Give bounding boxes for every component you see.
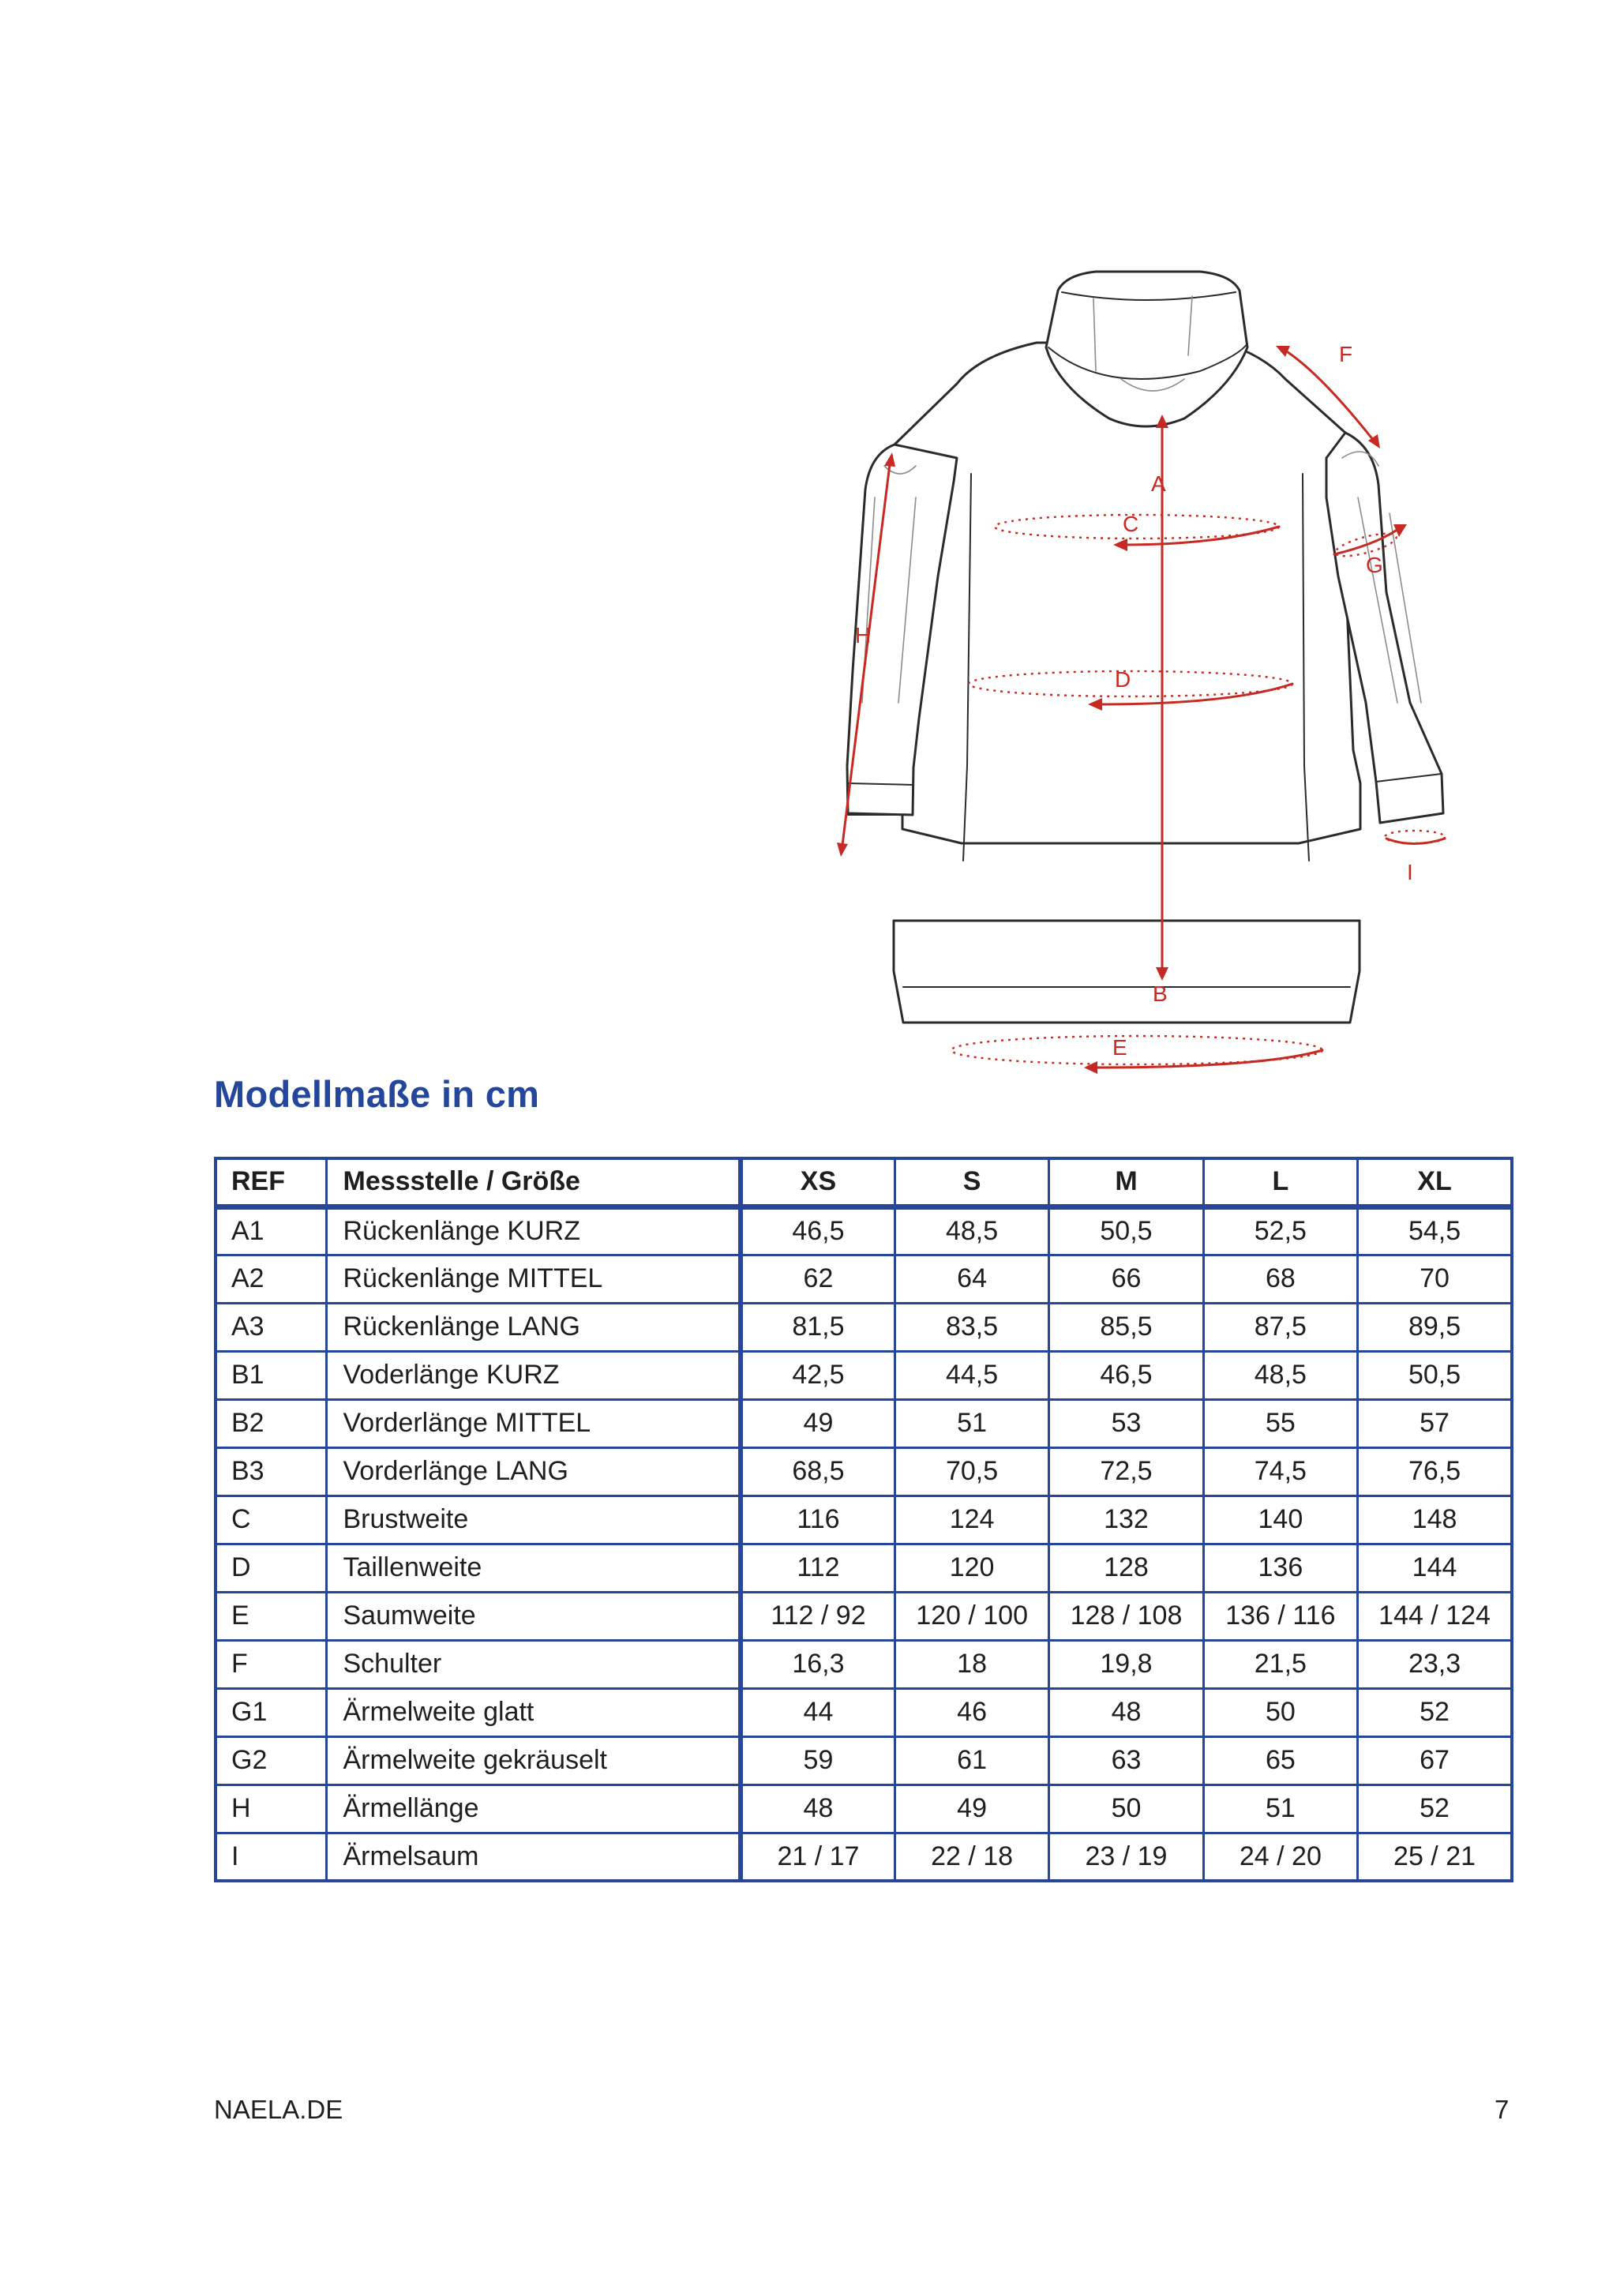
cell-size-xl: 50,5 bbox=[1358, 1351, 1512, 1399]
cell-size-m: 50 bbox=[1049, 1784, 1203, 1833]
garment-diagram bbox=[821, 261, 1468, 1074]
cell-measure-point: Ärmelweite glatt bbox=[326, 1688, 741, 1736]
cell-size-s: 120 bbox=[895, 1544, 1048, 1592]
cell-size-s: 48,5 bbox=[895, 1207, 1048, 1255]
cell-size-xs: 116 bbox=[741, 1496, 895, 1544]
cell-size-s: 83,5 bbox=[895, 1303, 1048, 1351]
header-size-m: M bbox=[1049, 1158, 1203, 1207]
cell-ref: E bbox=[216, 1592, 326, 1640]
cell-measure-point: Ärmelweite gekräuselt bbox=[326, 1736, 741, 1784]
cell-measure-point: Ärmelsaum bbox=[326, 1833, 741, 1881]
cell-size-s: 120 / 100 bbox=[895, 1592, 1048, 1640]
cell-size-l: 52,5 bbox=[1203, 1207, 1357, 1255]
table-row bbox=[216, 1544, 1512, 1592]
cell-size-m: 53 bbox=[1049, 1399, 1203, 1447]
cell-ref: D bbox=[216, 1544, 326, 1592]
table-body bbox=[216, 1207, 1512, 1881]
cell-size-l: 55 bbox=[1203, 1399, 1357, 1447]
cell-size-m: 128 bbox=[1049, 1544, 1203, 1592]
cell-measure-point: Rückenlänge MITTEL bbox=[326, 1255, 741, 1303]
measure-e-label: E bbox=[1112, 1035, 1127, 1060]
cell-size-s: 46 bbox=[895, 1688, 1048, 1736]
measure-i-line bbox=[1386, 839, 1445, 844]
cell-size-xs: 48 bbox=[741, 1784, 895, 1833]
cell-size-m: 46,5 bbox=[1049, 1351, 1203, 1399]
cell-size-s: 44,5 bbox=[895, 1351, 1048, 1399]
measure-a-label: A bbox=[1151, 471, 1166, 496]
cell-size-l: 21,5 bbox=[1203, 1640, 1357, 1688]
table-row bbox=[216, 1784, 1512, 1833]
cell-ref: I bbox=[216, 1833, 326, 1881]
cell-measure-point: Brustweite bbox=[326, 1496, 741, 1544]
measure-c-label: C bbox=[1123, 512, 1139, 536]
cell-size-xs: 21 / 17 bbox=[741, 1833, 895, 1881]
cell-size-m: 132 bbox=[1049, 1496, 1203, 1544]
cell-ref: A2 bbox=[216, 1255, 326, 1303]
cell-size-xl: 54,5 bbox=[1358, 1207, 1512, 1255]
page-title: Modellmaße in cm bbox=[214, 1073, 540, 1115]
cell-size-xs: 49 bbox=[741, 1399, 895, 1447]
cell-size-xs: 44 bbox=[741, 1688, 895, 1736]
table-row bbox=[216, 1592, 1512, 1640]
header-size-xl: XL bbox=[1358, 1158, 1512, 1207]
table-row bbox=[216, 1833, 1512, 1881]
cell-size-s: 49 bbox=[895, 1784, 1048, 1833]
cell-size-xs: 16,3 bbox=[741, 1640, 895, 1688]
header-size-s: S bbox=[895, 1158, 1048, 1207]
cell-size-s: 64 bbox=[895, 1255, 1048, 1303]
cell-size-l: 74,5 bbox=[1203, 1447, 1357, 1496]
cell-size-m: 23 / 19 bbox=[1049, 1833, 1203, 1881]
cell-ref: G2 bbox=[216, 1736, 326, 1784]
footer-website: NAELA.DE bbox=[214, 2095, 343, 2124]
cell-size-xl: 144 bbox=[1358, 1544, 1512, 1592]
cell-measure-point: Vorderlänge MITTEL bbox=[326, 1399, 741, 1447]
cell-size-l: 65 bbox=[1203, 1736, 1357, 1784]
cell-ref: C bbox=[216, 1496, 326, 1544]
cell-size-xl: 148 bbox=[1358, 1496, 1512, 1544]
header-size-xs: XS bbox=[741, 1158, 895, 1207]
table-header-row bbox=[216, 1158, 1512, 1207]
table-row bbox=[216, 1688, 1512, 1736]
cell-ref: B1 bbox=[216, 1351, 326, 1399]
cell-ref: B2 bbox=[216, 1399, 326, 1447]
cell-ref: B3 bbox=[216, 1447, 326, 1496]
measure-d-label: D bbox=[1115, 667, 1131, 692]
table-row bbox=[216, 1447, 1512, 1496]
cell-measure-point: Schulter bbox=[326, 1640, 741, 1688]
cell-size-l: 24 / 20 bbox=[1203, 1833, 1357, 1881]
cell-size-l: 51 bbox=[1203, 1784, 1357, 1833]
cell-size-xs: 62 bbox=[741, 1255, 895, 1303]
cell-size-xl: 57 bbox=[1358, 1399, 1512, 1447]
cell-size-xs: 112 bbox=[741, 1544, 895, 1592]
cell-size-xl: 23,3 bbox=[1358, 1640, 1512, 1688]
cell-size-l: 140 bbox=[1203, 1496, 1357, 1544]
cell-size-s: 51 bbox=[895, 1399, 1048, 1447]
measure-f-label: F bbox=[1339, 342, 1353, 366]
measure-h-label: H bbox=[855, 623, 872, 647]
header-size-l: L bbox=[1203, 1158, 1357, 1207]
cell-size-xl: 25 / 21 bbox=[1358, 1833, 1512, 1881]
cell-measure-point: Rückenlänge LANG bbox=[326, 1303, 741, 1351]
cell-size-m: 128 / 108 bbox=[1049, 1592, 1203, 1640]
measure-h-head-bottom bbox=[837, 843, 848, 857]
cell-size-xl: 89,5 bbox=[1358, 1303, 1512, 1351]
cell-size-xl: 76,5 bbox=[1358, 1447, 1512, 1496]
cell-size-m: 19,8 bbox=[1049, 1640, 1203, 1688]
cell-size-s: 70,5 bbox=[895, 1447, 1048, 1496]
measure-e-head bbox=[1084, 1061, 1097, 1074]
cell-size-s: 22 / 18 bbox=[895, 1833, 1048, 1881]
table-row bbox=[216, 1736, 1512, 1784]
table-row bbox=[216, 1399, 1512, 1447]
measure-b-label: B bbox=[1153, 981, 1168, 1006]
table-row bbox=[216, 1303, 1512, 1351]
cell-size-s: 124 bbox=[895, 1496, 1048, 1544]
cell-size-m: 85,5 bbox=[1049, 1303, 1203, 1351]
table-row bbox=[216, 1351, 1512, 1399]
cell-size-m: 63 bbox=[1049, 1736, 1203, 1784]
table-row bbox=[216, 1255, 1512, 1303]
cell-size-l: 136 bbox=[1203, 1544, 1357, 1592]
cell-size-xs: 68,5 bbox=[741, 1447, 895, 1496]
cell-ref: A3 bbox=[216, 1303, 326, 1351]
cell-size-s: 18 bbox=[895, 1640, 1048, 1688]
measure-g-label: G bbox=[1366, 553, 1383, 577]
cell-size-m: 48 bbox=[1049, 1688, 1203, 1736]
header-ref: REF bbox=[216, 1158, 326, 1207]
measure-i-label: I bbox=[1407, 860, 1413, 884]
cell-size-xl: 144 / 124 bbox=[1358, 1592, 1512, 1640]
cell-ref: F bbox=[216, 1640, 326, 1688]
cell-ref: G1 bbox=[216, 1688, 326, 1736]
page-number: 7 bbox=[1495, 2095, 1510, 2124]
hem-front bbox=[894, 921, 1360, 1023]
cell-ref: A1 bbox=[216, 1207, 326, 1255]
cell-size-m: 66 bbox=[1049, 1255, 1203, 1303]
cell-measure-point: Voderlänge KURZ bbox=[326, 1351, 741, 1399]
cell-size-l: 68 bbox=[1203, 1255, 1357, 1303]
cell-measure-point: Ärmellänge bbox=[326, 1784, 741, 1833]
cell-size-m: 72,5 bbox=[1049, 1447, 1203, 1496]
cell-size-xl: 70 bbox=[1358, 1255, 1512, 1303]
cell-size-xl: 52 bbox=[1358, 1784, 1512, 1833]
cell-size-xs: 112 / 92 bbox=[741, 1592, 895, 1640]
cell-size-xl: 52 bbox=[1358, 1688, 1512, 1736]
cell-size-xs: 81,5 bbox=[741, 1303, 895, 1351]
cell-measure-point: Vorderlänge LANG bbox=[326, 1447, 741, 1496]
table-row bbox=[216, 1207, 1512, 1255]
cell-measure-point: Taillenweite bbox=[326, 1544, 741, 1592]
cell-measure-point: Rückenlänge KURZ bbox=[326, 1207, 741, 1255]
cell-size-l: 50 bbox=[1203, 1688, 1357, 1736]
table-row bbox=[216, 1496, 1512, 1544]
cell-size-xs: 42,5 bbox=[741, 1351, 895, 1399]
header-measure-point: Messstelle / Größe bbox=[326, 1158, 741, 1207]
table-row bbox=[216, 1640, 1512, 1688]
cell-size-xs: 46,5 bbox=[741, 1207, 895, 1255]
cell-size-m: 50,5 bbox=[1049, 1207, 1203, 1255]
cell-size-l: 48,5 bbox=[1203, 1351, 1357, 1399]
cell-size-xs: 59 bbox=[741, 1736, 895, 1784]
cell-size-l: 136 / 116 bbox=[1203, 1592, 1357, 1640]
cell-measure-point: Saumweite bbox=[326, 1592, 741, 1640]
cell-ref: H bbox=[216, 1784, 326, 1833]
cell-size-xl: 67 bbox=[1358, 1736, 1512, 1784]
cell-size-s: 61 bbox=[895, 1736, 1048, 1784]
measurement-table bbox=[214, 1157, 1513, 1882]
cell-size-l: 87,5 bbox=[1203, 1303, 1357, 1351]
